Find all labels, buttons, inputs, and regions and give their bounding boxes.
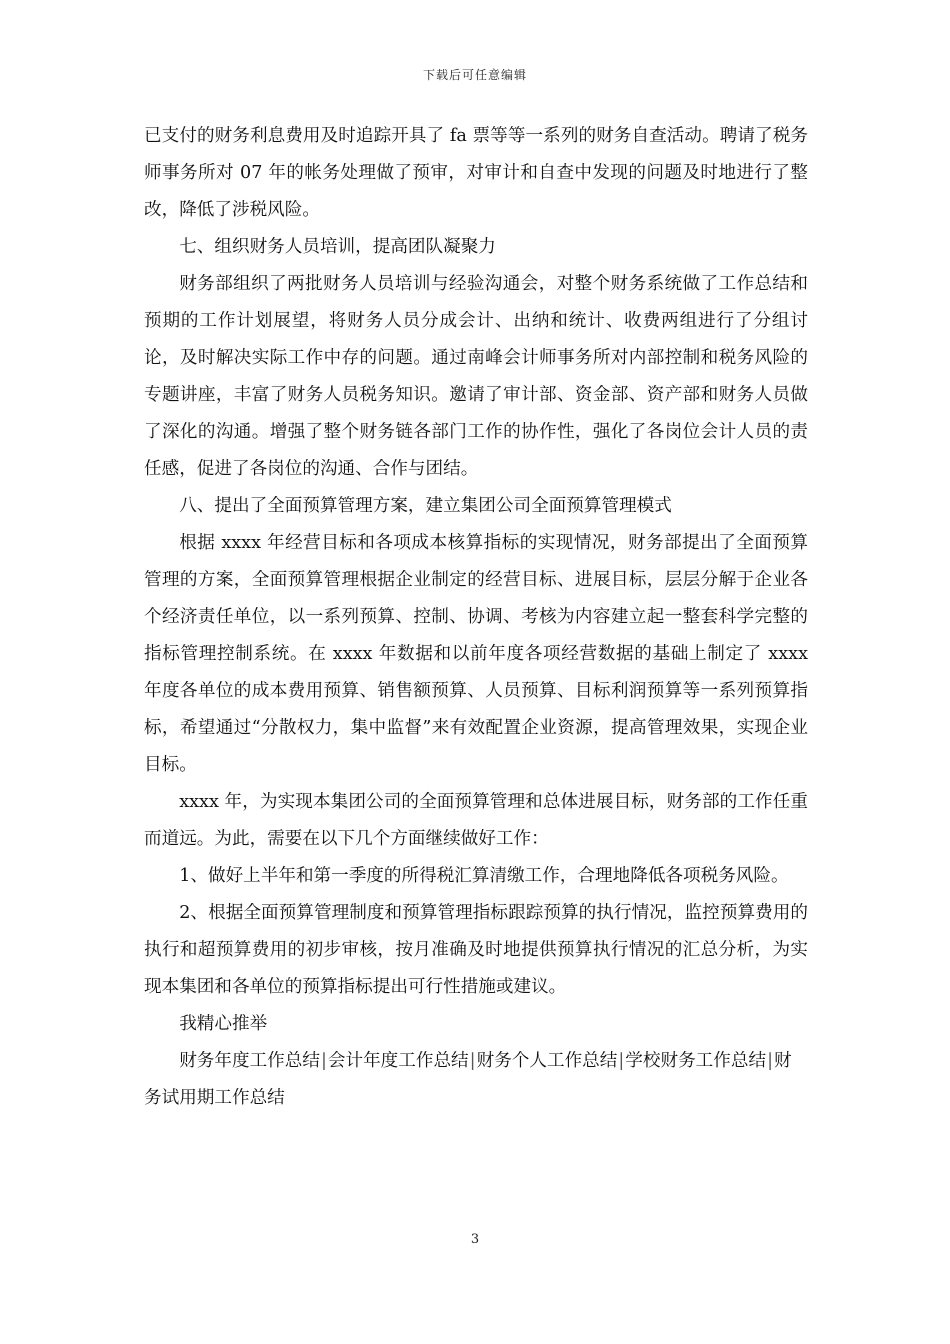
document-body (144, 118, 808, 1117)
recommend-heading: 我精心推举 (179, 1014, 268, 1034)
paragraph-next-year: xxxx 年，为实现本集团公司的全面预算管理和总体进展目标，财务部的工作任重而道远。为此，需要在以下几个方面继续做好工作： (144, 792, 808, 849)
paragraph-item-one: 1、做好上半年和第一季度的所得税汇算清缴工作，合理地降低各项税务风险。 (179, 866, 789, 886)
link-separator: | (767, 1051, 773, 1071)
paragraph-item-two: 2、根据全面预算管理制度和预算管理指标跟踪预算的执行情况，监控预算费用的执行和超预算费用的初步审核，按月准确及时地提供预算执行情况的汇总分析，为实现本集团和各单位的预算指标提出可行性措施或建议。 (144, 903, 808, 997)
related-links (144, 1043, 808, 1117)
section-heading-seven: 七、组织财务人员培训，提高团队凝聚力 (179, 237, 496, 257)
link-separator: | (320, 1051, 327, 1071)
paragraph-training: 财务部组织了两批财务人员培训与经验沟通会，对整个财务系统做了工作总结和预期的工作计划展望，将财务人员分成会计、出纳和统计、收费两组进行了分组讨论，及时解决实际工作中存的问题。通过南峰会计师事务所对内部控制和税务风险的专题讲座，丰富了财务人员税务知识。邀请了审计部、资金部、资产部和财务人员做了深化的沟通。增强了整个财务链各部门工作的协作性，强化了各岗位会计人员的责任感，促进了各岗位的沟通、合作与团结。 (144, 274, 808, 479)
paragraph-budget-plan: 根据 xxxx 年经营目标和各项成本核算指标的实现情况，财务部提出了全面预算管理的方案，全面预算管理根据企业制定的经营目标、进展目标，层层分解于企业各个经济责任单位，以一系列预算、控制、协调、考核为内容建立起一整套科学完整的指标管理控制系统。在 xxxx 年数据和以前年度各项经营数据的基础上制定了 xxxx 年度各单位的成本费用预算、销售额预算、人员预算、目标利润预算等一系列预算指标，希望通过“分散权力，集中监督”来有效配置企业资源，提高管理效果，实现企业目标。 (144, 533, 808, 775)
page-number: 3 (470, 1232, 480, 1247)
link-separator: | (469, 1051, 476, 1071)
paragraph-tax-audit: 已支付的财务利息费用及时追踪开具了 fa 票等等一系列的财务自查活动。聘请了税务师事务所对 07 年的帐务处理做了预审，对审计和自查中发现的问题及时地进行了整改，降低了涉税风险。 (144, 126, 808, 220)
related-link-personal-finance[interactable]: 财务个人工作总结 (476, 1051, 618, 1071)
related-link-probation-finance[interactable]: 财务试用期工作总结 (144, 1051, 792, 1108)
related-link-annual-accounting[interactable]: 会计年度工作总结 (327, 1051, 469, 1071)
link-separator: | (618, 1051, 625, 1071)
page-header: 下载后可任意编辑 (422, 68, 527, 82)
related-link-school-finance[interactable]: 学校财务工作总结 (625, 1051, 767, 1071)
section-heading-eight: 八、提出了全面预算管理方案，建立集团公司全面预算管理模式 (179, 496, 672, 516)
related-link-annual-finance[interactable]: 财务年度工作总结 (179, 1051, 320, 1071)
